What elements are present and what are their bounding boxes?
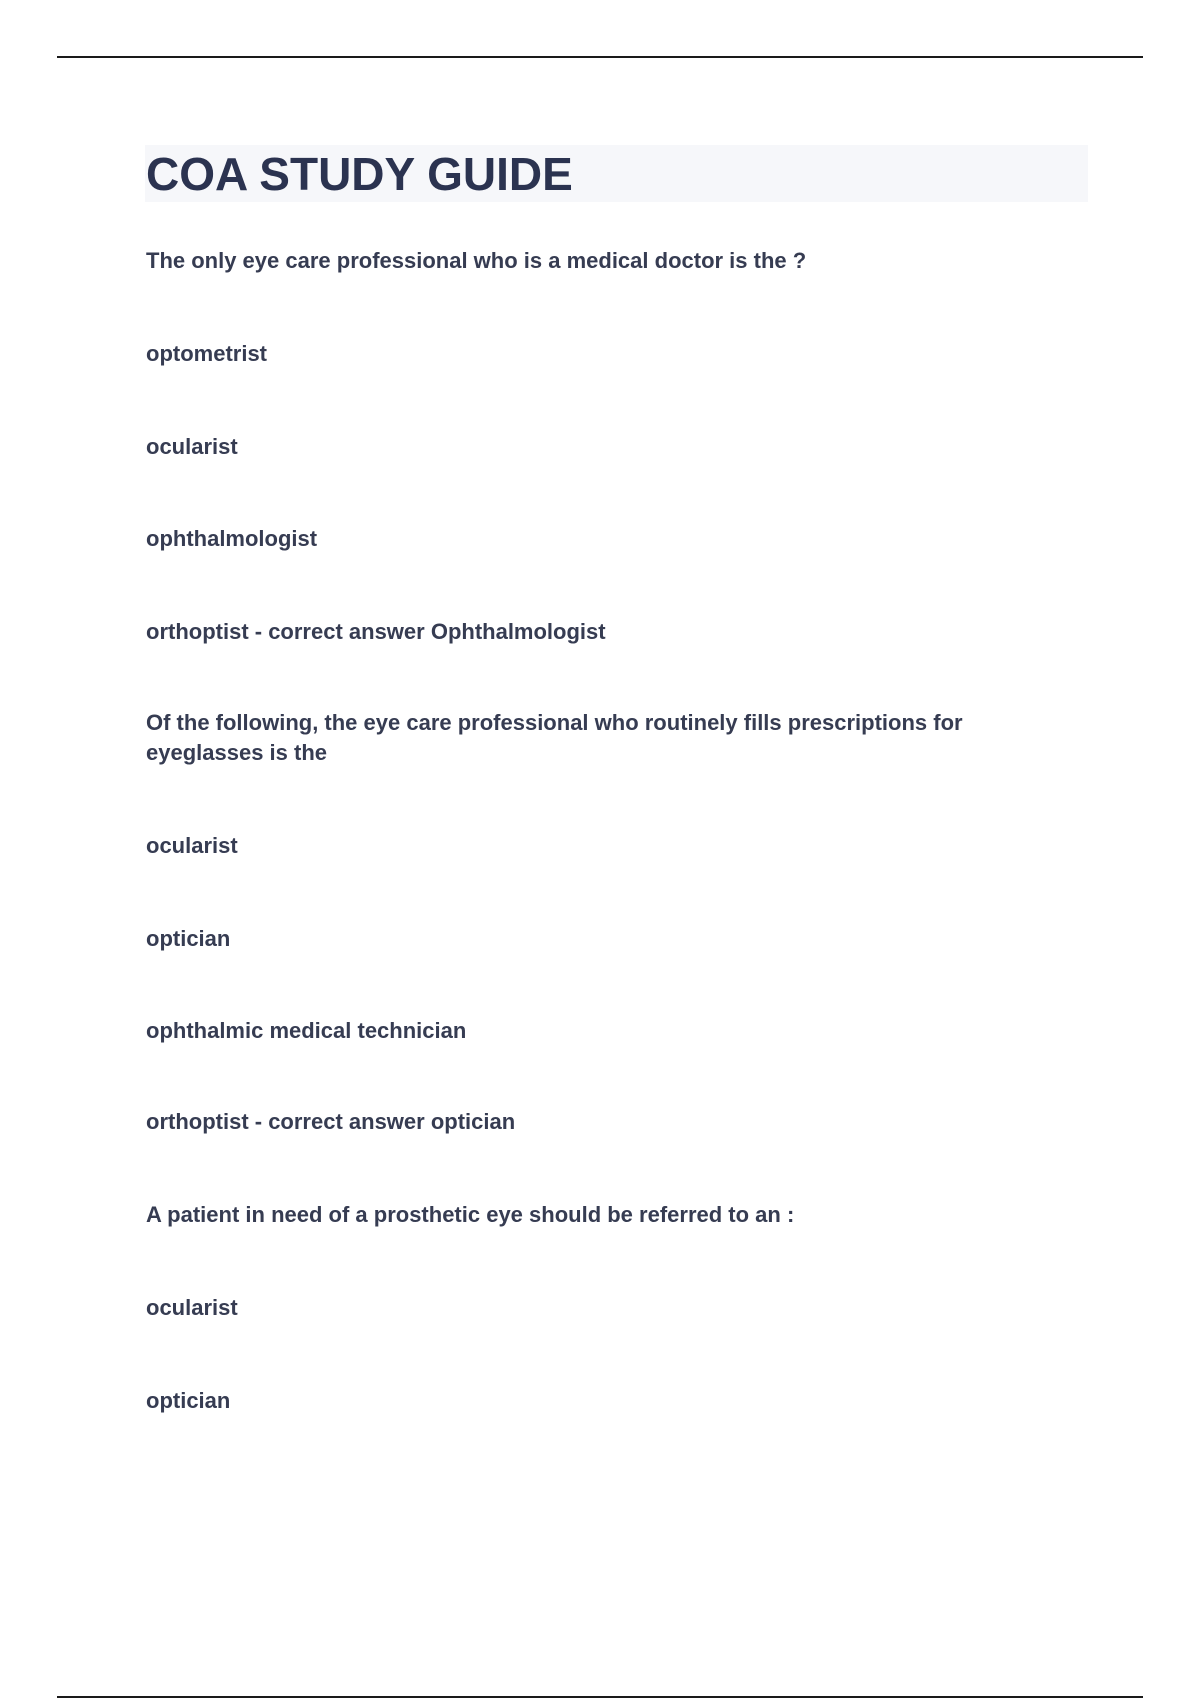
question-2: Of the following, the eye care professional who routinely fills prescriptions for eyeglasses is the [146,710,963,765]
document-title: COA STUDY GUIDE [146,148,573,200]
question-2-option-2: optician [146,926,231,951]
question-1-option-2: ocularist [146,434,238,459]
top-rule [57,56,1143,58]
question-1-option-3: ophthalmologist [146,526,318,551]
question-1-option-1: optometrist [146,341,267,366]
question-2-option-3: ophthalmic medical technician [146,1018,467,1043]
question-1-option-4-answer: orthoptist - correct answer Ophthalmologist [146,619,606,644]
question-2-option-1: ocularist [146,833,238,858]
bottom-rule [57,1696,1143,1698]
question-2-option-4-answer: orthoptist - correct answer optician [146,1109,516,1134]
question-3-option-1: ocularist [146,1295,238,1320]
question-3: A patient in need of a prosthetic eye should be referred to an : [146,1202,795,1227]
question-1: The only eye care professional who is a medical doctor is the ? [146,248,807,273]
question-3-option-2: optician [146,1388,231,1413]
